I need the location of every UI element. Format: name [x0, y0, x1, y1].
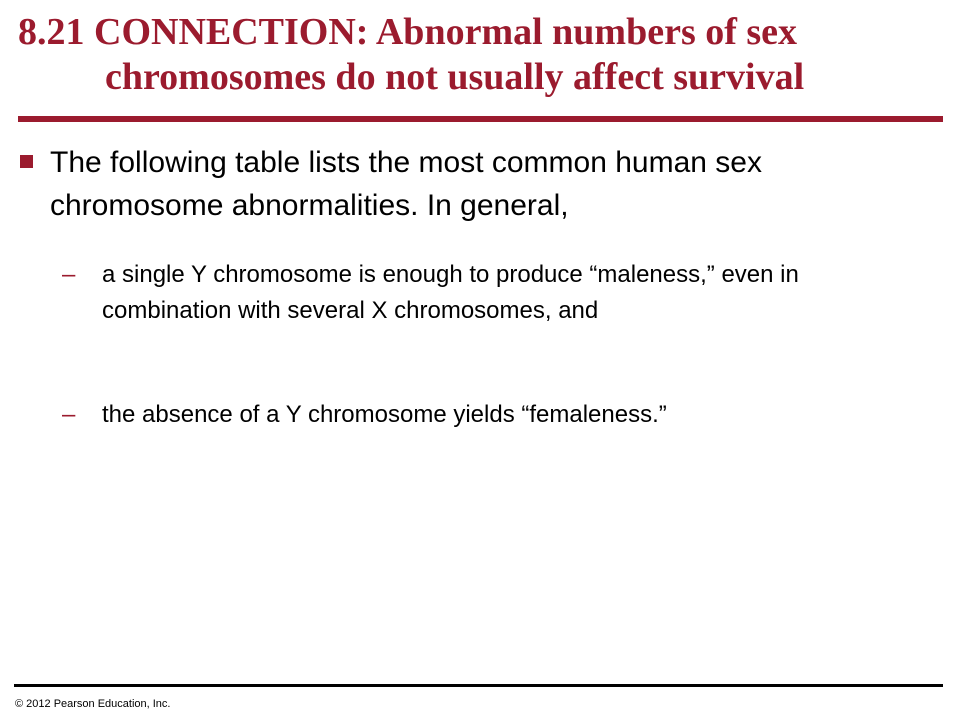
dash-bullet-icon: –: [62, 401, 76, 428]
sub-bullet-text: the absence of a Y chromosome yields “femaleness.”: [102, 401, 667, 428]
square-bullet-icon: [20, 155, 33, 168]
bullet-list: [20, 141, 920, 227]
dash-bullet-icon: –: [62, 261, 76, 288]
sub-bullet-item: [62, 397, 862, 433]
slide-title: [18, 10, 943, 100]
copyright-notice: © 2012 Pearson Education, Inc.: [15, 698, 171, 710]
bullet-item: [20, 141, 920, 227]
slide-title-line-2: chromosomes do not usually affect survival: [105, 56, 805, 98]
title-divider: [18, 116, 943, 122]
slide-title-line-1: 8.21 CONNECTION: Abnormal numbers of sex: [18, 11, 798, 53]
footer-divider: [14, 684, 943, 687]
sub-bullet-item: [62, 257, 862, 329]
sub-bullet-text: a single Y chromosome is enough to produce “maleness,” even in combination with several X chromosomes, and: [102, 261, 799, 324]
bullet-text: The following table lists the most common human sex chromosome abnormalities. In general,: [50, 146, 762, 222]
